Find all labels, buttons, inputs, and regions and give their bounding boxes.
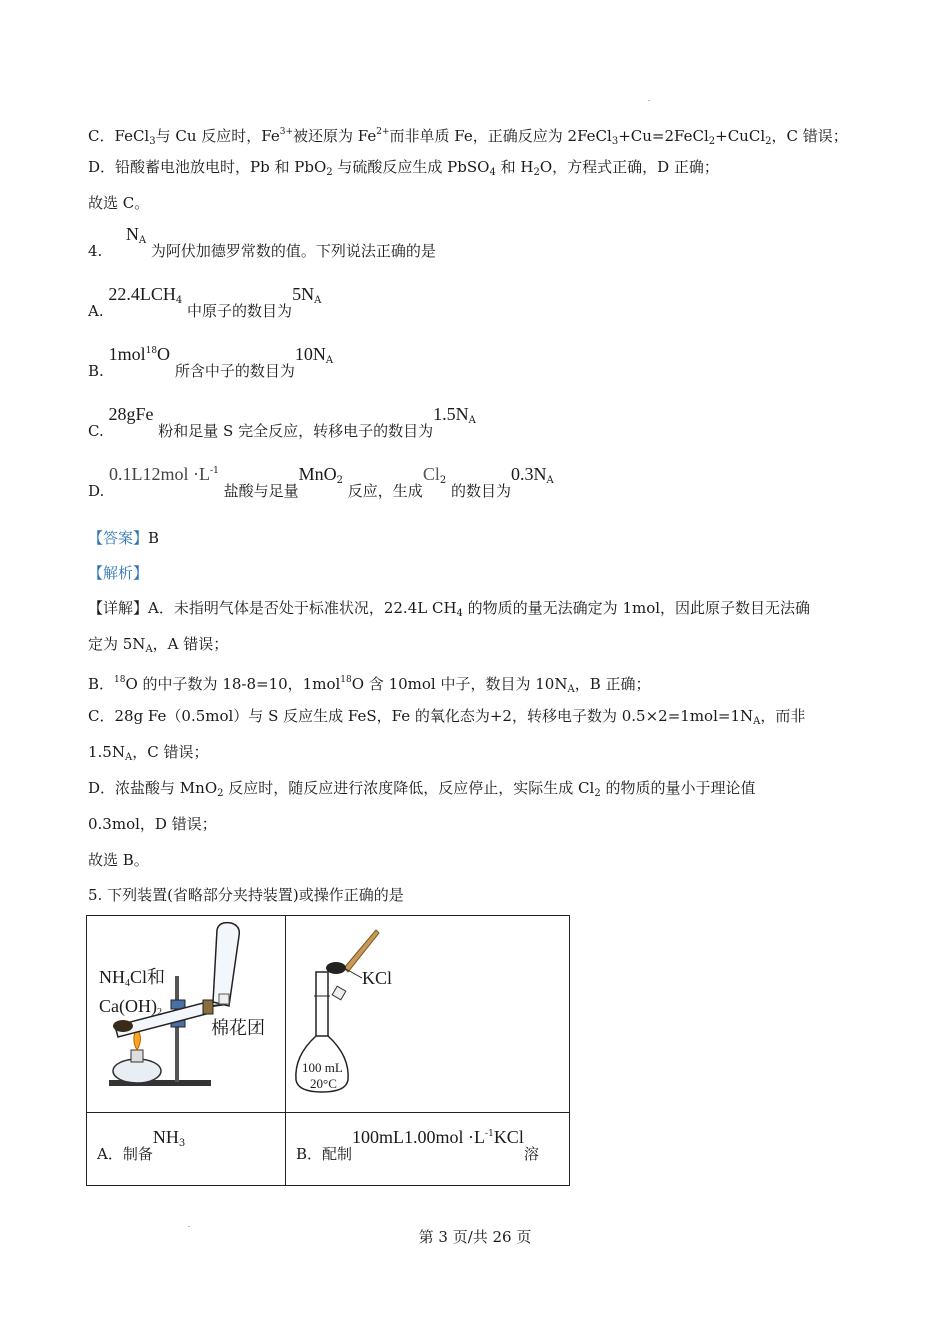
q4-option-b: B. 1mol$^{18}$O 所含中子的数目为$10N^A$ (88, 344, 334, 380)
spoon (344, 930, 379, 972)
q4-option-d: D. $0.1L12mol \cdot L^{-1}$ 盐酸与足量MnO$^2$ 反应，生成Cl$^2$ 的数目为$0.3N^A$ (88, 464, 554, 500)
q5-cell-a-image (87, 916, 286, 1113)
q4-analysis-tag: 【解析】 (88, 564, 149, 582)
q4-detail-2: 定为 $5N_A$，A 错误； (88, 635, 229, 655)
scan-dot (648, 100, 650, 101)
q4-detail-7: 0.3mol，D 错误； (88, 815, 217, 833)
collecting-tube (213, 923, 239, 1006)
alcohol-lamp (113, 1059, 161, 1083)
q5-cell-a-caption: A．制备$NH^3$ (87, 1113, 286, 1186)
page-footer: 第 3 页/共 26 页 (418, 1228, 532, 1246)
prev-option-c: C．FeCl$_3$与 Cu 反应时，$Fe^{3+}$被还原为 $Fe^{2+}$而非单质 Fe，正确反应为 2FeCl$_3$+Cu=2FeCl$_2$+CuCl$_2$，C 错误； (88, 127, 848, 147)
flask-temperature: 20°C (310, 1076, 337, 1091)
q4-answer: 【答案】B (88, 529, 160, 547)
flask-volume: 100 mL (302, 1060, 343, 1075)
q4-stem: 4. $N^A$ 为阿伏加德罗常数的值。下列说法正确的是 (88, 224, 436, 260)
q4-option-c: C. 28gFe 粉和足量 S 完全反应，转移电子的数目为$1.5N^A$ (88, 404, 476, 440)
q5-stem: 5. 下列装置(省略部分夹持装置)或操作正确的是 (88, 886, 404, 904)
q5-cell-b-image (286, 916, 570, 1113)
q4-detail-5: $1.5N_A$，C 错误； (88, 743, 209, 763)
reagent-label: $NH_4Cl$和 $Ca(OH)_2$ (99, 967, 166, 1018)
kcl-label: KCl (362, 968, 393, 988)
stopper (203, 1000, 213, 1014)
q5-cell-b-caption: B．配制$100mL1.00mol \cdot L^{-1}KCl$溶 (286, 1113, 570, 1186)
kcl-powder (326, 962, 346, 974)
prev-option-d: D．铅酸蓄电池放电时，Pb 和 PbO$_2$ 与硫酸反应生成 PbSO$_4$ 和 $H_2O$，方程式正确，D 正确； (88, 158, 719, 178)
stand-rod (175, 976, 179, 1082)
q4-choose: 故选 B。 (88, 851, 149, 869)
answer-tag: 【答案】 (88, 529, 149, 547)
q4-detail-4: C．28g Fe（0.5mol）与 S 反应生成 FeS，Fe 的氧化态为+2，转移电子数为 $0.5\times 2=1mol=1N_A$，而非 (88, 707, 806, 727)
q5-options-table (86, 915, 570, 1186)
cotton-label: 棉花团 (211, 1018, 265, 1039)
cotton (219, 994, 229, 1004)
flask-stopper (332, 986, 346, 1000)
q4-detail-1: 【详解】A．未指明气体是否处于标准状况，22.4L $CH_4$ 的物质的量无法确定为 1mol，因此原子数目无法确 (88, 599, 811, 619)
q4-detail-6: D．浓盐酸与 MnO$_2$ 反应时，随反应进行浓度降低，反应停止，实际生成 $Cl_2$ 的物质的量小于理论值 (88, 779, 756, 799)
prev-choose: 故选 C。 (88, 194, 150, 212)
q4-option-a: A. 22.4LCH$^4$ 中原子的数目为$5N^A$ (88, 284, 322, 320)
q4-detail-3: B．$^{18}$O 的中子数为 18-8=10，1mol$^{18}$O 含 10mol 中子，数目为 $10N_A$，B 正确； (88, 675, 651, 695)
